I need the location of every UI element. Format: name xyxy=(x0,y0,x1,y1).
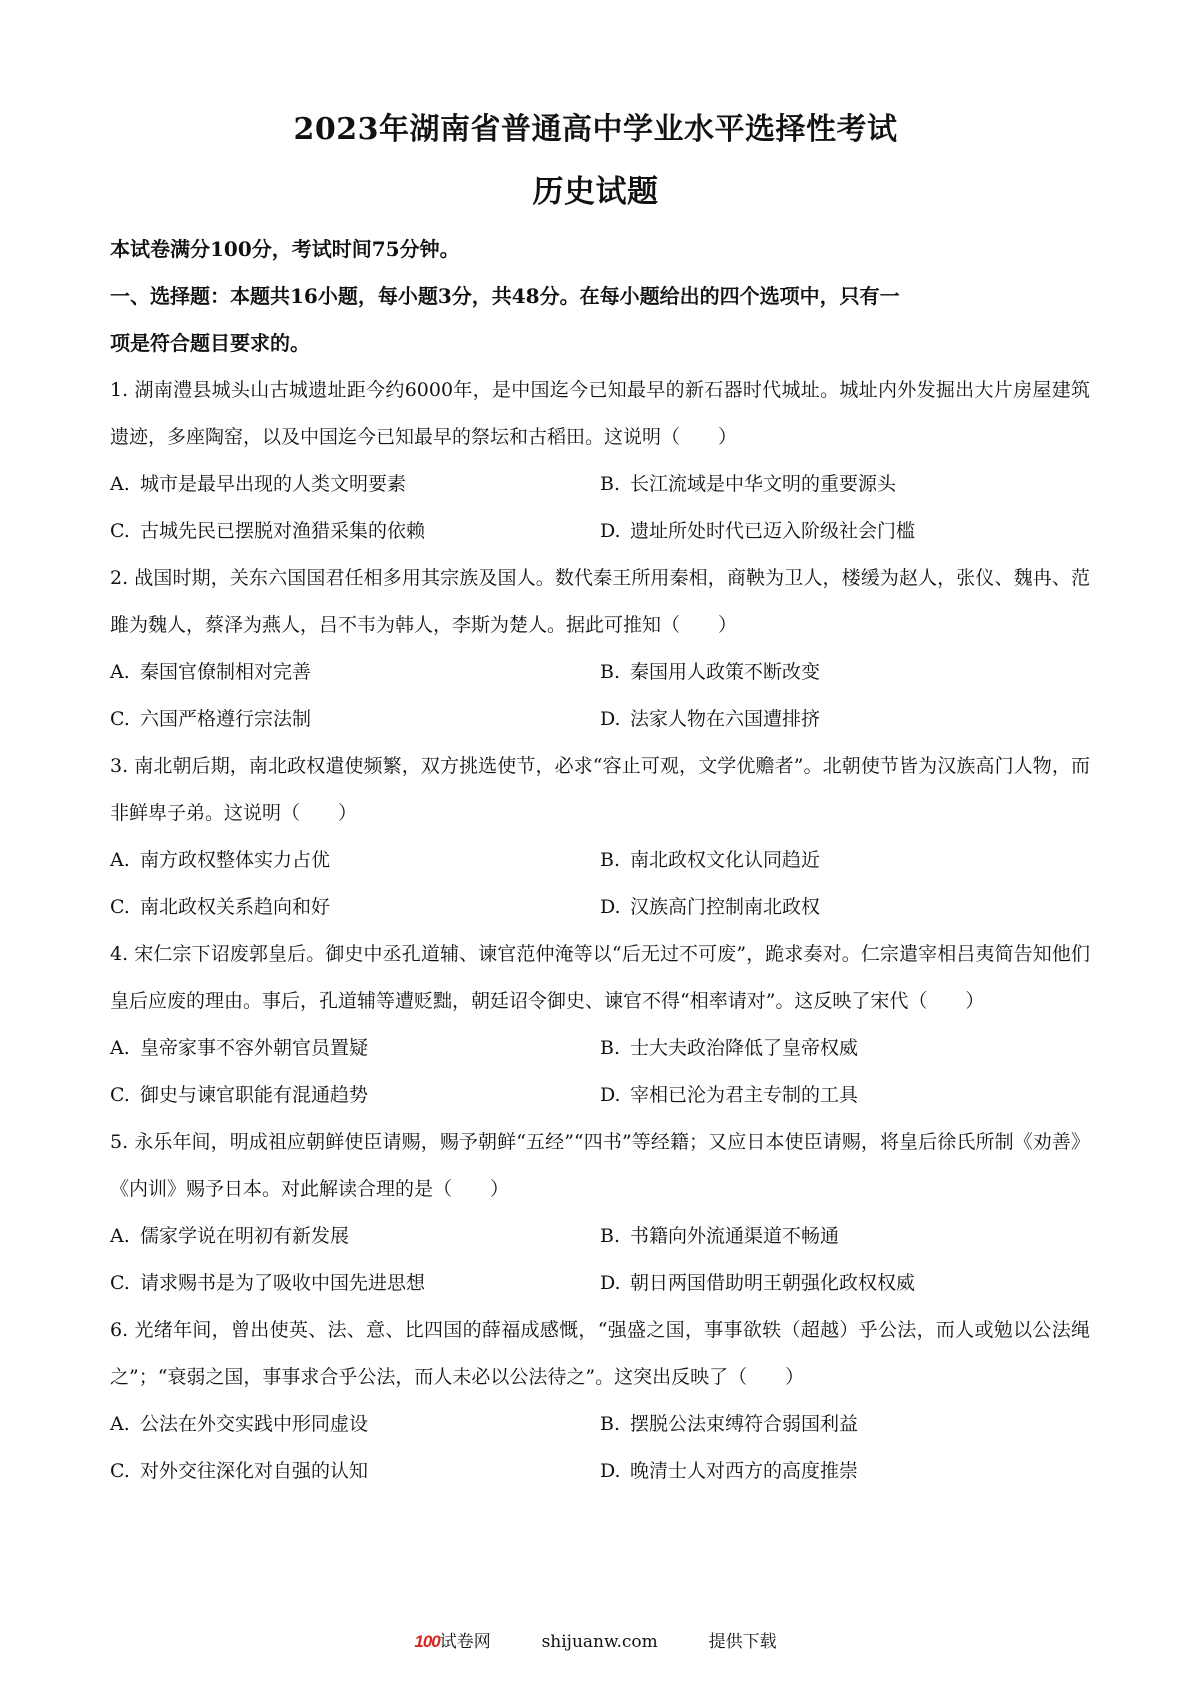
option-a[interactable] xyxy=(110,837,600,884)
option-row xyxy=(110,461,1090,508)
option-d[interactable] xyxy=(600,696,1090,743)
option-b[interactable] xyxy=(600,1213,1090,1260)
score-info: 本试卷满分100分，考试时间75分钟。 xyxy=(110,237,460,261)
option-row xyxy=(110,837,1090,884)
option-letter: B. xyxy=(600,661,621,683)
option-text: 遗址所处时代已迈入阶级社会门槛 xyxy=(630,520,916,542)
option-text: 南北政权文化认同趋近 xyxy=(630,849,821,871)
site-name: 试卷网 xyxy=(439,1632,491,1652)
section-heading-line-1: 一、选择题：本题共16小题，每小题3分，共48分。在每小题给出的四个选项中，只有一 xyxy=(110,284,900,308)
option-letter: A. xyxy=(110,1225,130,1247)
option-a[interactable] xyxy=(110,1213,600,1260)
option-text: 古城先民已摆脱对渔猎采集的依赖 xyxy=(140,520,426,542)
option-a[interactable] xyxy=(110,461,600,508)
option-text: 摆脱公法束缚符合弱国利益 xyxy=(630,1413,859,1435)
option-b[interactable] xyxy=(600,461,1090,508)
option-d[interactable] xyxy=(600,508,1090,555)
option-text: 儒家学说在明初有新发展 xyxy=(140,1225,350,1247)
option-letter: C. xyxy=(110,520,130,542)
site-logo: 100 xyxy=(414,1632,440,1651)
option-letter: A. xyxy=(110,473,130,495)
option-b[interactable] xyxy=(600,837,1090,884)
option-letter: D. xyxy=(600,1460,621,1482)
option-text: 皇帝家事不容外朝官员置疑 xyxy=(140,1037,369,1059)
option-row xyxy=(110,1213,1090,1260)
option-row xyxy=(110,1401,1090,1448)
option-letter: A. xyxy=(110,849,130,871)
question-4 xyxy=(110,931,1090,1119)
option-text: 请求赐书是为了吸收中国先进思想 xyxy=(140,1272,426,1294)
option-c[interactable] xyxy=(110,1260,600,1307)
question-stem: 1. 湖南澧县城头山古城遗址距今约6000年，是中国迄今已知最早的新石器时代城址。城址内外发掘出大片房屋建筑遗迹，多座陶窑，以及中国迄今已知最早的祭坛和古稻田。这说明（ ） xyxy=(110,379,1090,448)
option-row xyxy=(110,1448,1090,1495)
option-row xyxy=(110,649,1090,696)
option-text: 对外交往深化对自强的认知 xyxy=(140,1460,369,1482)
option-letter: B. xyxy=(600,849,621,871)
question-stem: 4. 宋仁宗下诏废郭皇后。御史中丞孔道辅、谏官范仲淹等以“后无过不可废”，跪求奏对。仁宗遣宰相吕夷简告知他们皇后应废的理由。事后，孔道辅等遭贬黜，朝廷诏令御史、谏官不得“相率请对”。这反映了宋代（ ） xyxy=(110,943,1090,1012)
option-text: 士大夫政治降低了皇帝权威 xyxy=(630,1037,859,1059)
option-letter: A. xyxy=(110,661,130,683)
option-c[interactable] xyxy=(110,1072,600,1119)
question-stem: 5. 永乐年间，明成祖应朝鲜使臣请赐，赐予朝鲜“五经”“四书”等经籍；又应日本使臣请赐，将皇后徐氏所制《劝善》《内训》赐予日本。对此解读合理的是（ ） xyxy=(110,1131,1090,1200)
option-row xyxy=(110,884,1090,931)
option-row xyxy=(110,1072,1090,1119)
option-text: 宰相已沦为君主专制的工具 xyxy=(630,1084,859,1106)
exam-content xyxy=(110,226,1090,1495)
option-letter: B. xyxy=(600,1037,621,1059)
option-letter: D. xyxy=(600,708,621,730)
question-1 xyxy=(110,367,1090,555)
option-text: 书籍向外流通渠道不畅通 xyxy=(630,1225,840,1247)
option-letter: C. xyxy=(110,708,130,730)
option-letter: B. xyxy=(600,1225,621,1247)
section-heading-line-2: 项是符合题目要求的。 xyxy=(110,331,310,355)
option-text: 御史与谏官职能有混通趋势 xyxy=(140,1084,369,1106)
option-d[interactable] xyxy=(600,1072,1090,1119)
option-text: 公法在外交实践中形同虚设 xyxy=(140,1413,369,1435)
option-b[interactable] xyxy=(600,1401,1090,1448)
option-letter: B. xyxy=(600,473,621,495)
option-text: 城市是最早出现的人类文明要素 xyxy=(140,473,407,495)
option-d[interactable] xyxy=(600,884,1090,931)
option-text: 朝日两国借助明王朝强化政权权威 xyxy=(630,1272,916,1294)
question-5 xyxy=(110,1119,1090,1307)
option-a[interactable] xyxy=(110,1401,600,1448)
option-letter: A. xyxy=(110,1413,130,1435)
question-stem: 6. 光绪年间，曾出使英、法、意、比四国的薛福成感慨，“强盛之国，事事欲轶（超越）乎公法，而人或勉以公法绳之”；“衰弱之国，事事求合乎公法，而人未必以公法待之”。这突出反映了（ ） xyxy=(110,1319,1090,1388)
option-letter: D. xyxy=(600,896,621,918)
option-text: 秦国用人政策不断改变 xyxy=(630,661,821,683)
option-c[interactable] xyxy=(110,696,600,743)
option-text: 南北政权关系趋向和好 xyxy=(140,896,331,918)
exam-title: 2023年湖南省普通高中学业水平选择性考试 xyxy=(293,112,898,147)
question-stem: 2. 战国时期，关东六国国君任相多用其宗族及国人。数代秦王所用秦相，商鞅为卫人，楼缓为赵人，张仪、魏冉、范雎为魏人，蔡泽为燕人，吕不韦为韩人，李斯为楚人。据此可推知（ ） xyxy=(110,567,1090,636)
option-row xyxy=(110,508,1090,555)
option-text: 汉族高门控制南北政权 xyxy=(630,896,821,918)
option-text: 秦国官僚制相对完善 xyxy=(140,661,312,683)
page-footer xyxy=(0,1627,1191,1652)
option-row xyxy=(110,1025,1090,1072)
option-letter: B. xyxy=(600,1413,621,1435)
option-c[interactable] xyxy=(110,884,600,931)
option-letter: D. xyxy=(600,520,621,542)
option-text: 六国严格遵行宗法制 xyxy=(140,708,312,730)
question-6 xyxy=(110,1307,1090,1495)
option-text: 长江流域是中华文明的重要源头 xyxy=(630,473,897,495)
option-letter: C. xyxy=(110,896,130,918)
option-b[interactable] xyxy=(600,1025,1090,1072)
option-c[interactable] xyxy=(110,1448,600,1495)
option-letter: A. xyxy=(110,1037,130,1059)
option-a[interactable] xyxy=(110,1025,600,1072)
question-3 xyxy=(110,743,1090,931)
question-2 xyxy=(110,555,1090,743)
option-text: 晚清士人对西方的高度推崇 xyxy=(630,1460,859,1482)
subject-title: 历史试题 xyxy=(532,174,659,210)
option-d[interactable] xyxy=(600,1260,1090,1307)
option-letter: D. xyxy=(600,1084,621,1106)
option-letter: D. xyxy=(600,1272,621,1294)
option-letter: C. xyxy=(110,1084,130,1106)
option-c[interactable] xyxy=(110,508,600,555)
option-a[interactable] xyxy=(110,649,600,696)
option-row xyxy=(110,696,1090,743)
option-d[interactable] xyxy=(600,1448,1090,1495)
option-text: 南方政权整体实力占优 xyxy=(140,849,331,871)
site-domain-link[interactable]: shijuanw.com xyxy=(541,1632,658,1652)
option-letter: C. xyxy=(110,1460,130,1482)
question-stem: 3. 南北朝后期，南北政权遣使频繁，双方挑选使节，必求“容止可观，文学优赡者”。北朝使节皆为汉族高门人物，而非鲜卑子弟。这说明（ ） xyxy=(110,755,1090,824)
download-label: 提供下载 xyxy=(708,1632,777,1652)
option-text: 法家人物在六国遭排挤 xyxy=(630,708,821,730)
option-b[interactable] xyxy=(600,649,1090,696)
option-letter: C. xyxy=(110,1272,130,1294)
option-row xyxy=(110,1260,1090,1307)
